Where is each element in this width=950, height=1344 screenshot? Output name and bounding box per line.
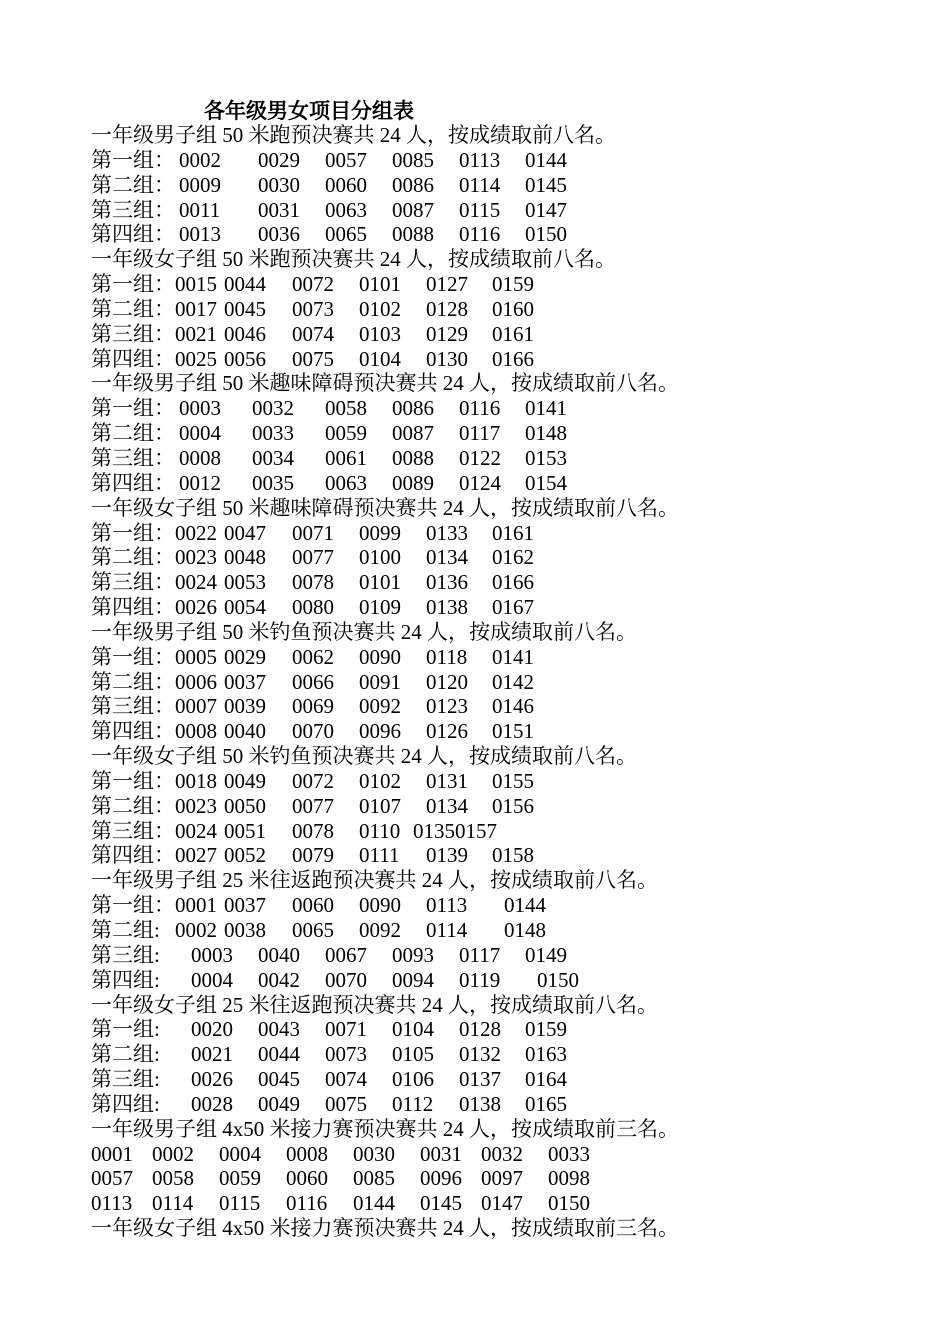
athlete-number: 0022	[175, 520, 217, 545]
athlete-number: 0163	[525, 1042, 567, 1067]
athlete-number: 0070	[325, 967, 367, 992]
athlete-number: 0090	[359, 644, 401, 669]
athlete-number: 0092	[359, 918, 401, 942]
athlete-number: 0132	[459, 1042, 501, 1067]
athlete-number: 0057	[91, 1166, 133, 1191]
group-row	[91, 545, 931, 570]
group-label: 第四组:	[91, 967, 160, 992]
athlete-number: 0164	[525, 1067, 567, 1092]
athlete-number: 0150	[548, 1191, 590, 1216]
athlete-number: 0130	[426, 346, 468, 371]
athlete-number: 0013	[179, 222, 221, 247]
athlete-number: 0063	[325, 470, 367, 495]
athlete-number: 0077	[292, 793, 334, 818]
athlete-number: 0020	[191, 1017, 233, 1042]
group-label: 第一组：	[91, 644, 175, 669]
athlete-number: 0114	[459, 172, 501, 197]
athlete-number: 0043	[258, 1017, 300, 1042]
athlete-number: 0018	[175, 768, 217, 793]
group-row	[91, 521, 931, 546]
athlete-number: 0074	[325, 1067, 367, 1092]
athlete-number: 0030	[258, 172, 300, 197]
athlete-number: 0008	[175, 719, 217, 744]
athlete-number: 0109	[359, 595, 401, 620]
athlete-number: 0116	[286, 1191, 328, 1216]
group-label: 第一组：	[91, 520, 175, 545]
athlete-number: 0116	[459, 222, 501, 247]
athlete-number: 0090	[359, 893, 401, 918]
athlete-number: 0099	[359, 520, 401, 545]
athlete-number: 0156	[492, 793, 534, 818]
athlete-number: 0024	[175, 570, 217, 595]
athlete-number: 0114	[152, 1191, 194, 1216]
athlete-number: 0078	[292, 570, 334, 595]
athlete-number: 0161	[492, 321, 534, 346]
section-heading: 一年级女子组 4x50 米接力赛预决赛共 24 人，按成绩取前三名。	[91, 1216, 679, 1241]
group-label: 第三组：	[91, 197, 175, 222]
athlete-number: 0088	[392, 445, 434, 470]
athlete-number: 0045	[224, 296, 266, 321]
athlete-number: 0091	[359, 669, 401, 694]
athlete-number: 0004	[191, 967, 233, 992]
group-label: 第四组：	[91, 595, 175, 620]
athlete-number: 0153	[525, 445, 567, 470]
group-label: 第三组：	[91, 694, 175, 719]
athlete-number: 0031	[420, 1141, 462, 1166]
athlete-number: 0024	[175, 818, 217, 843]
group-row	[91, 1042, 931, 1067]
athlete-number: 0094	[392, 967, 434, 992]
athlete-number: 0161	[492, 520, 534, 545]
athlete-number: 0119	[459, 967, 501, 992]
group-row	[91, 446, 931, 471]
athlete-number: 0049	[224, 768, 266, 793]
athlete-number: 0075	[292, 346, 334, 371]
athlete-number: 0159	[525, 1017, 567, 1042]
group-row	[91, 968, 931, 993]
athlete-number: 0136	[426, 570, 468, 595]
group-row	[91, 347, 931, 372]
section-heading: 一年级男子组 25 米往返跑预决赛共 24 人，按成绩取前八名。	[91, 868, 658, 893]
group-label: 第四组:	[91, 1091, 160, 1116]
athlete-number: 0012	[179, 470, 221, 495]
athlete-number: 0058	[152, 1166, 194, 1191]
group-label: 第一组：	[91, 147, 175, 172]
athlete-number: 0046	[224, 321, 266, 346]
section-heading: 一年级男子组 50 米跑预决赛共 24 人，按成绩取前八名。	[91, 123, 616, 147]
athlete-number: 0166	[492, 570, 534, 595]
athlete-number: 0085	[353, 1166, 395, 1191]
athlete-number: 0065	[292, 918, 334, 942]
group-row	[91, 1166, 931, 1191]
section-heading: 一年级男子组 50 米趣味障碍预决赛共 24 人，按成绩取前八名。	[91, 371, 679, 396]
athlete-number: 0079	[292, 843, 334, 868]
athlete-number: 0129	[426, 321, 468, 346]
athlete-number: 0059	[325, 421, 367, 446]
athlete-number: 0040	[258, 942, 300, 967]
athlete-number: 0137	[459, 1067, 501, 1092]
athlete-number: 0113	[459, 147, 501, 172]
athlete-number: 0037	[224, 669, 266, 694]
athlete-number: 0148	[504, 918, 546, 942]
athlete-number: 0023	[175, 545, 217, 570]
athlete-number: 0008	[286, 1141, 328, 1166]
athlete-number: 0077	[292, 545, 334, 570]
group-row	[91, 222, 931, 247]
section-heading: 一年级男子组 50 米钓鱼预决赛共 24 人，按成绩取前八名。	[91, 619, 637, 644]
group-row	[91, 471, 931, 496]
athlete-number: 0087	[392, 197, 434, 222]
group-row	[91, 272, 931, 297]
group-label: 第二组：	[91, 172, 175, 197]
athlete-number: 0145	[525, 172, 567, 197]
athlete-number: 0124	[459, 470, 501, 495]
athlete-number: 0150	[537, 967, 579, 992]
athlete-number: 0166	[492, 346, 534, 371]
athlete-number: 0144	[353, 1191, 395, 1216]
athlete-number: 0017	[175, 296, 217, 321]
group-row	[91, 198, 931, 223]
athlete-number: 0165	[525, 1091, 567, 1116]
athlete-number: 0104	[359, 346, 401, 371]
athlete-number: 0144	[504, 893, 546, 918]
athlete-number: 0004	[219, 1141, 261, 1166]
group-label: 第二组：	[91, 793, 175, 818]
athlete-number: 0044	[224, 272, 266, 297]
section-heading: 一年级女子组 50 米趣味障碍预决赛共 24 人，按成绩取前八名。	[91, 495, 679, 520]
athlete-number: 0026	[175, 595, 217, 620]
athlete-number: 0144	[525, 147, 567, 172]
athlete-number: 0007	[175, 694, 217, 719]
group-row	[91, 595, 931, 620]
athlete-number: 0060	[292, 893, 334, 918]
athlete-number: 0027	[175, 843, 217, 868]
athlete-number: 0097	[481, 1166, 523, 1191]
athlete-number: 0042	[258, 967, 300, 992]
athlete-number: 0029	[224, 644, 266, 669]
athlete-number: 0080	[292, 595, 334, 620]
athlete-number: 0117	[459, 942, 501, 967]
athlete-number: 0111	[359, 843, 400, 868]
athlete-number: 0092	[359, 694, 401, 719]
group-row	[91, 570, 931, 595]
athlete-number: 0086	[392, 396, 434, 421]
athlete-number: 0033	[548, 1141, 590, 1166]
athlete-number: 0056	[224, 346, 266, 371]
athlete-number: 0067	[325, 942, 367, 967]
group-label: 第二组：	[91, 296, 175, 321]
athlete-number: 0104	[392, 1017, 434, 1042]
section-heading: 一年级女子组 25 米往返跑预决赛共 24 人，按成绩取前八名。	[91, 992, 658, 1017]
athlete-number: 0131	[426, 768, 468, 793]
athlete-number: 0057	[325, 147, 367, 172]
group-label: 第四组：	[91, 346, 175, 371]
athlete-number: 0093	[392, 942, 434, 967]
athlete-number: 0138	[426, 595, 468, 620]
group-label: 第三组:	[91, 1067, 160, 1092]
athlete-number: 0148	[525, 421, 567, 446]
athlete-number: 0008	[179, 445, 221, 470]
athlete-number: 0029	[258, 147, 300, 172]
athlete-number: 0039	[224, 694, 266, 719]
group-row	[91, 719, 931, 744]
group-label: 第三组：	[91, 321, 175, 346]
athlete-number: 0044	[258, 1042, 300, 1067]
group-row	[91, 1142, 931, 1167]
athlete-number: 0030	[353, 1141, 395, 1166]
athlete-number: 0040	[224, 719, 266, 744]
athlete-number: 0063	[325, 197, 367, 222]
athlete-number: 0023	[175, 793, 217, 818]
athlete-number: 0115	[219, 1191, 261, 1216]
athlete-number: 0071	[292, 520, 334, 545]
athlete-number: 0087	[392, 421, 434, 446]
group-label: 第四组：	[91, 843, 175, 868]
athlete-number: 0115	[459, 197, 501, 222]
athlete-number: 0035	[252, 470, 294, 495]
athlete-number: 0051	[224, 818, 266, 843]
section-heading: 一年级女子组 50 米钓鱼预决赛共 24 人，按成绩取前八名。	[91, 744, 637, 769]
athlete-number: 0066	[292, 669, 334, 694]
athlete-number: 0071	[325, 1017, 367, 1042]
athlete-number: 0116	[459, 396, 501, 421]
athlete-number: 0002	[179, 147, 221, 172]
group-row	[91, 421, 931, 446]
athlete-number: 0052	[224, 843, 266, 868]
group-label: 第一组：	[91, 893, 175, 918]
athlete-number: 0026	[191, 1067, 233, 1092]
athlete-number: 0101	[359, 570, 401, 595]
document-body	[91, 123, 931, 1241]
athlete-number: 0070	[292, 719, 334, 744]
athlete-number: 0048	[224, 545, 266, 570]
athlete-number: 0086	[392, 172, 434, 197]
athlete-number: 0073	[292, 296, 334, 321]
group-row	[91, 943, 931, 968]
group-label: 第四组：	[91, 470, 175, 495]
athlete-number: 0167	[492, 595, 534, 620]
athlete-number: 0158	[492, 843, 534, 868]
athlete-number: 0015	[175, 272, 217, 297]
athlete-number: 0138	[459, 1091, 501, 1116]
athlete-number: 0128	[459, 1017, 501, 1042]
group-row	[91, 645, 931, 670]
athlete-number: 0100	[359, 545, 401, 570]
athlete-number: 0085	[392, 147, 434, 172]
athlete-number: 0151	[492, 719, 534, 744]
athlete-number: 0160	[492, 296, 534, 321]
athlete-number: 0102	[359, 296, 401, 321]
athlete-number: 0003	[191, 942, 233, 967]
athlete-number: 0113	[91, 1191, 133, 1216]
athlete-number: 0011	[179, 197, 221, 222]
athlete-number: 0139	[426, 843, 468, 868]
athlete-number: 0106	[392, 1067, 434, 1092]
group-row	[91, 794, 931, 819]
group-label: 第二组：	[91, 669, 175, 694]
athlete-number: 0074	[292, 321, 334, 346]
athlete-number: 0061	[325, 445, 367, 470]
athlete-number: 0069	[292, 694, 334, 719]
athlete-number: 0053	[224, 570, 266, 595]
athlete-number: 0150	[525, 222, 567, 247]
athlete-number: 0072	[292, 768, 334, 793]
athlete-number: 0120	[426, 669, 468, 694]
section-heading: 一年级男子组 4x50 米接力赛预决赛共 24 人，按成绩取前三名。	[91, 1116, 679, 1141]
group-row	[91, 893, 931, 918]
group-label: 第一组：	[91, 768, 175, 793]
athlete-number: 0005	[175, 644, 217, 669]
athlete-number: 0060	[325, 172, 367, 197]
athlete-number: 0002	[152, 1141, 194, 1166]
athlete-number: 0060	[286, 1166, 328, 1191]
athlete-number: 0001	[91, 1141, 133, 1166]
group-label: 第四组：	[91, 719, 175, 744]
athlete-number: 0065	[325, 222, 367, 247]
athlete-number: 0037	[224, 893, 266, 918]
athlete-number: 0117	[459, 421, 501, 446]
athlete-number: 0025	[175, 346, 217, 371]
athlete-number: 0078	[292, 818, 334, 843]
athlete-number: 0162	[492, 545, 534, 570]
group-row	[91, 694, 931, 719]
athlete-number: 0110	[359, 818, 401, 843]
athlete-number: 0059	[219, 1166, 261, 1191]
athlete-number: 0146	[492, 694, 534, 719]
group-label: 第一组:	[91, 1017, 160, 1042]
athlete-number: 0001	[175, 893, 217, 918]
athlete-number: 0054	[224, 595, 266, 620]
athlete-number: 0004	[179, 421, 221, 446]
group-row	[91, 769, 931, 794]
athlete-number: 0154	[525, 470, 567, 495]
athlete-number: 0101	[359, 272, 401, 297]
document-title: 各年级男女项目分组表	[204, 99, 414, 123]
athlete-number: 0096	[359, 719, 401, 744]
athlete-number: 0147	[525, 197, 567, 222]
athlete-number: 0147	[481, 1191, 523, 1216]
group-row	[91, 173, 931, 198]
athlete-number: 0045	[258, 1067, 300, 1092]
athlete-number: 0103	[359, 321, 401, 346]
group-row	[91, 843, 931, 868]
athlete-number: 0127	[426, 272, 468, 297]
group-row	[91, 1092, 931, 1117]
group-row	[91, 396, 931, 421]
athlete-number: 0038	[224, 918, 266, 942]
group-label: 第三组:	[91, 942, 160, 967]
group-row	[91, 1067, 931, 1092]
group-row	[91, 918, 931, 943]
athlete-number: 0021	[175, 321, 217, 346]
athlete-number: 0133	[426, 520, 468, 545]
athlete-number: 0142	[492, 669, 534, 694]
athlete-number: 0089	[392, 470, 434, 495]
group-label: 第一组：	[91, 272, 175, 297]
group-label: 第三组：	[91, 570, 175, 595]
group-label: 第二组:	[91, 1042, 160, 1067]
athlete-number: 0159	[492, 272, 534, 297]
athlete-number: 0134	[426, 545, 468, 570]
athlete-number: 0105	[392, 1042, 434, 1067]
athlete-number: 0006	[175, 669, 217, 694]
athlete-number: 0033	[252, 421, 294, 446]
athlete-number: 0028	[191, 1091, 233, 1116]
athlete-number: 0034	[252, 445, 294, 470]
athlete-number: 0114	[426, 918, 468, 942]
athlete-number: 0149	[525, 942, 567, 967]
athlete-number: 0128	[426, 296, 468, 321]
athlete-number: 0049	[258, 1091, 300, 1116]
group-row	[91, 322, 931, 347]
athlete-number: 0050	[224, 793, 266, 818]
athlete-number: 0145	[420, 1191, 462, 1216]
group-label: 第四组：	[91, 222, 175, 247]
athlete-number: 0113	[426, 893, 468, 918]
athlete-number: 0075	[325, 1091, 367, 1116]
athlete-number: 0096	[420, 1166, 462, 1191]
group-row	[91, 148, 931, 173]
athlete-number: 0032	[252, 396, 294, 421]
group-row	[91, 297, 931, 322]
athlete-number: 0112	[392, 1091, 434, 1116]
group-label: 第二组：	[91, 545, 175, 570]
group-row	[91, 819, 931, 844]
athlete-number: 0141	[525, 396, 567, 421]
athlete-number: 0062	[292, 644, 334, 669]
group-label: 第二组：	[91, 421, 175, 446]
group-label: 第一组：	[91, 396, 175, 421]
section-heading: 一年级女子组 50 米跑预决赛共 24 人，按成绩取前八名。	[91, 247, 616, 272]
athlete-number: 0009	[179, 172, 221, 197]
athlete-number: 0107	[359, 793, 401, 818]
athlete-number: 0134	[426, 793, 468, 818]
athlete-number: 0155	[492, 768, 534, 793]
athlete-number: 0098	[548, 1166, 590, 1191]
athlete-number: 0021	[191, 1042, 233, 1067]
athlete-number: 0118	[426, 644, 468, 669]
group-row	[91, 1017, 931, 1042]
athlete-number: 0123	[426, 694, 468, 719]
group-row	[91, 670, 931, 695]
athlete-number: 0031	[258, 197, 300, 222]
group-label: 第三组：	[91, 445, 175, 470]
group-row	[91, 1191, 931, 1216]
athlete-number: 0058	[325, 396, 367, 421]
athlete-number: 01350157	[413, 818, 497, 843]
athlete-number: 0072	[292, 272, 334, 297]
athlete-number: 0088	[392, 222, 434, 247]
athlete-number: 0032	[481, 1141, 523, 1166]
athlete-number: 0141	[492, 644, 534, 669]
athlete-number: 0102	[359, 768, 401, 793]
group-label: 第三组：	[91, 818, 175, 843]
group-label: 第二组:	[91, 918, 160, 942]
athlete-number: 0002	[175, 918, 217, 942]
athlete-number: 0122	[459, 445, 501, 470]
athlete-number: 0073	[325, 1042, 367, 1067]
athlete-number: 0003	[179, 396, 221, 421]
athlete-number: 0126	[426, 719, 468, 744]
athlete-number: 0047	[224, 520, 266, 545]
athlete-number: 0036	[258, 222, 300, 247]
